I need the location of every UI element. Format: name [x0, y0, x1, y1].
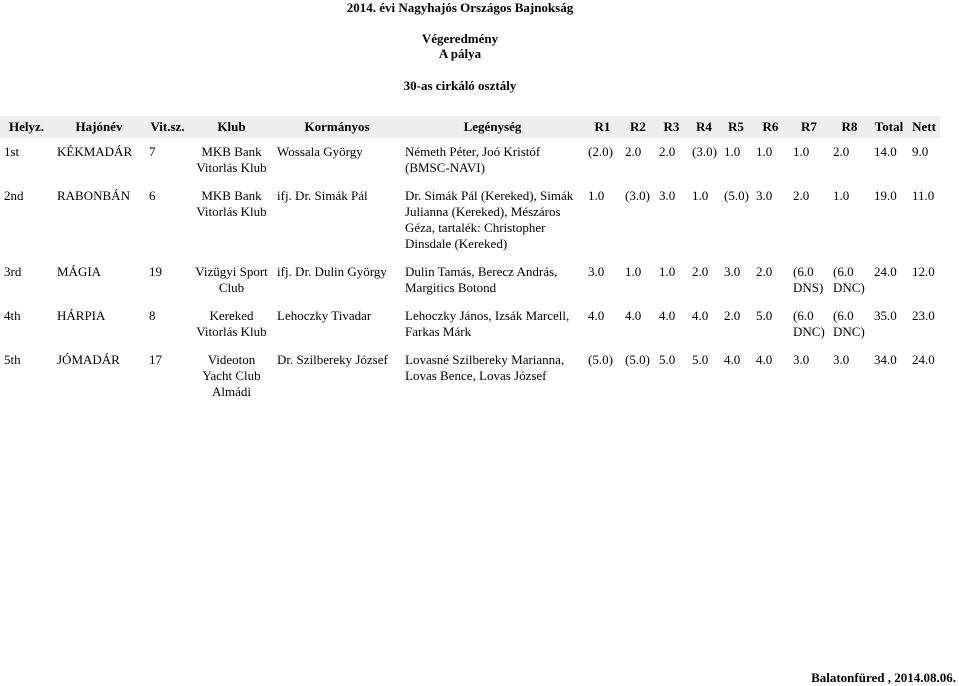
- cell-vitsz: 7: [149, 144, 156, 159]
- cell-hajonev: KÉKMADÁR: [57, 144, 133, 159]
- cell-klub: Videoton Yacht Club Almádi: [202, 352, 261, 399]
- cell-r3: 3.0: [659, 188, 676, 203]
- cell-klub: MKB Bank Vitorlás Klub: [196, 188, 267, 219]
- cell-total: 14.0: [874, 144, 897, 159]
- cell-r3: 2.0: [659, 144, 676, 159]
- cell-r1: (5.0): [588, 352, 613, 367]
- cell-r1: 4.0: [588, 308, 605, 323]
- col-header-r4: R4: [696, 119, 712, 134]
- table-row: [0, 258, 940, 302]
- cell-r5: (5.0): [724, 188, 749, 203]
- cell-r2: (3.0): [625, 188, 650, 203]
- cell-klub: Vizügyi Sport Club: [195, 264, 268, 295]
- col-header-klub: Klub: [217, 119, 246, 134]
- cell-r4: 2.0: [692, 264, 709, 279]
- col-header-r8: R8: [841, 119, 858, 134]
- cell-nett: 24.0: [912, 352, 935, 367]
- col-header-r2: R2: [630, 119, 646, 134]
- cell-helyz: 5th: [4, 352, 21, 367]
- col-header-helyz: Helyz.: [8, 119, 44, 134]
- cell-legenyseg: Lovasné Szilbereky Marianna, Lovas Bence, Lovas József: [405, 352, 565, 383]
- cell-r2: (5.0): [625, 352, 650, 367]
- col-header-vitsz: Vit.sz.: [150, 119, 185, 134]
- cell-total: 34.0: [874, 352, 897, 367]
- place-date: Balatonfüred , 2014.08.06.: [811, 670, 956, 685]
- table-row: [0, 302, 940, 346]
- cell-r2: 1.0: [625, 264, 642, 279]
- cell-kormanyos: ifj. Dr. Simák Pál: [277, 188, 368, 203]
- col-header-legenyseg: Legénység: [463, 119, 522, 134]
- cell-hajonev: HÁRPIA: [57, 308, 106, 323]
- cell-r4: (3.0): [692, 144, 717, 159]
- results-table: [0, 116, 940, 406]
- cell-hajonev: RABONBÁN: [57, 188, 130, 203]
- cell-r6: 2.0: [756, 264, 773, 279]
- table-row: [0, 138, 940, 182]
- table-row: [0, 346, 940, 406]
- cell-r2: 4.0: [625, 308, 642, 323]
- cell-vitsz: 17: [149, 352, 162, 367]
- cell-kormanyos: Lehoczky Tivadar: [277, 308, 372, 323]
- cell-r6: 1.0: [756, 144, 773, 159]
- cell-hajonev: MÁGIA: [57, 264, 102, 279]
- cell-klub: Kereked Vitorlás Klub: [196, 308, 267, 339]
- cell-r7: 3.0: [793, 352, 810, 367]
- cell-helyz: 3rd: [4, 264, 22, 279]
- cell-r8: 3.0: [833, 352, 850, 367]
- cell-r1: (2.0): [588, 144, 613, 159]
- cell-r3: 5.0: [659, 352, 676, 367]
- cell-r4: 5.0: [692, 352, 709, 367]
- cell-vitsz: 6: [149, 188, 156, 203]
- cell-kormanyos: ifj. Dr. Dulin György: [277, 264, 387, 279]
- cell-r4: 4.0: [692, 308, 709, 323]
- col-header-kormanyos: Kormányos: [304, 119, 370, 134]
- cell-hajonev: JÓMADÁR: [57, 352, 120, 367]
- col-header-r3: R3: [663, 119, 680, 134]
- col-header-nett: Nett: [912, 119, 936, 134]
- cell-r3: 1.0: [659, 264, 676, 279]
- cell-helyz: 4th: [4, 308, 21, 323]
- cell-legenyseg: Németh Péter, Joó Kristóf (BMSC-NAVI): [405, 144, 541, 175]
- cell-r5: 2.0: [724, 308, 741, 323]
- cell-r7: 1.0: [793, 144, 810, 159]
- document-title: 2014. évi Nagyhajós Országos Bajnokság: [346, 0, 574, 15]
- cell-r8: (6.0 DNC): [833, 264, 865, 295]
- cell-legenyseg: Dr. Simák Pál (Kereked), Simák Julianna (Kereked), Mészáros Géza, tartalék: Christopher Dinsdale (Kereked): [405, 188, 574, 251]
- cell-r5: 3.0: [724, 264, 741, 279]
- cell-r1: 3.0: [588, 264, 605, 279]
- cell-r8: (6.0 DNC): [833, 308, 865, 339]
- cell-r7: (6.0 DNC): [793, 308, 825, 339]
- col-header-r1: R1: [594, 119, 611, 134]
- cell-total: 19.0: [874, 188, 897, 203]
- cell-r4: 1.0: [692, 188, 709, 203]
- cell-nett: 23.0: [912, 308, 935, 323]
- table-row: [0, 182, 940, 258]
- cell-vitsz: 8: [149, 308, 156, 323]
- cell-r8: 1.0: [833, 188, 850, 203]
- cell-r5: 1.0: [724, 144, 741, 159]
- col-header-r6: R6: [762, 119, 779, 134]
- cell-nett: 9.0: [912, 144, 929, 159]
- col-header-total: Total: [874, 119, 904, 134]
- cell-total: 35.0: [874, 308, 897, 323]
- col-header-r7: R7: [801, 119, 817, 134]
- cell-r7: (6.0 DNS): [793, 264, 824, 295]
- result-subtitle: Végeredmény: [421, 31, 499, 46]
- cell-r6: 3.0: [756, 188, 773, 203]
- col-header-r5: R5: [728, 119, 744, 134]
- cell-r5: 4.0: [724, 352, 741, 367]
- cell-r6: 4.0: [756, 352, 773, 367]
- cell-r6: 5.0: [756, 308, 773, 323]
- cell-nett: 11.0: [912, 188, 935, 203]
- cell-helyz: 2nd: [4, 188, 24, 203]
- table-header-row: [0, 116, 940, 138]
- col-header-hajonev: Hajónév: [75, 119, 123, 134]
- course-subtitle: A pálya: [438, 46, 482, 61]
- cell-total: 24.0: [874, 264, 897, 279]
- class-title: 30-as cirkáló osztály: [403, 78, 517, 93]
- cell-r2: 2.0: [625, 144, 642, 159]
- cell-r8: 2.0: [833, 144, 850, 159]
- cell-kormanyos: Dr. Szilbereky József: [277, 352, 388, 367]
- cell-legenyseg: Dulin Tamás, Berecz András, Margitics Botond: [405, 264, 558, 295]
- cell-klub: MKB Bank Vitorlás Klub: [196, 144, 267, 175]
- cell-nett: 12.0: [912, 264, 935, 279]
- cell-r3: 4.0: [659, 308, 676, 323]
- cell-legenyseg: Lehoczky János, Izsák Marcell, Farkas Márk: [405, 308, 570, 339]
- cell-helyz: 1st: [4, 144, 20, 159]
- cell-r7: 2.0: [793, 188, 810, 203]
- cell-kormanyos: Wossala György: [277, 144, 363, 159]
- cell-r1: 1.0: [588, 188, 605, 203]
- cell-vitsz: 19: [149, 264, 162, 279]
